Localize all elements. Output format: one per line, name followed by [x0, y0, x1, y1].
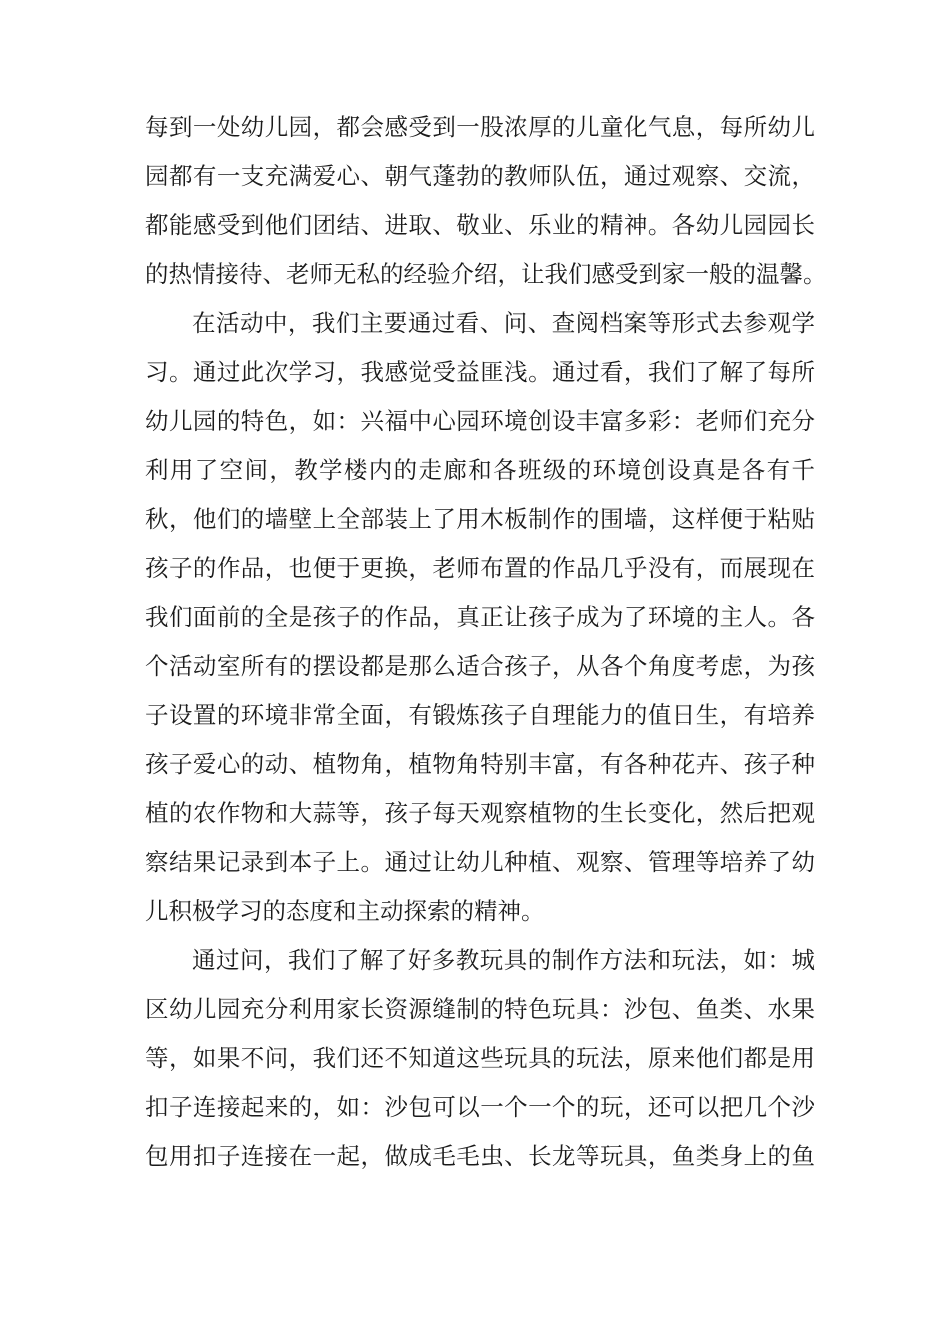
text-line: 子设置的环境非常全面，有锻炼孩子自理能力的值日生，有培养	[145, 701, 815, 729]
text-line: 幼儿园的特色，如：兴福中心园环境创设丰富多彩：老师们充分	[145, 407, 815, 435]
text-line: 在活动中，我们主要通过看、问、查阅档案等形式去参观学	[192, 309, 815, 337]
text-line: 儿积极学习的态度和主动探索的精神。	[145, 897, 545, 925]
text-line: 等，如果不问，我们还不知道这些玩具的玩法，原来他们都是用	[145, 1044, 815, 1072]
text-line: 通过问，我们了解了好多教玩具的制作方法和玩法，如：城	[192, 946, 815, 974]
text-line: 我们面前的全是孩子的作品，真正让孩子成为了环境的主人。各	[145, 603, 815, 631]
text-line: 习。通过此次学习，我感觉受益匪浅。通过看，我们了解了每所	[145, 358, 815, 386]
paragraph-1	[145, 103, 827, 299]
text-line: 秋，他们的墙壁上全部装上了用木板制作的围墙，这样便于粘贴	[145, 505, 815, 533]
text-line: 的热情接待、老师无私的经验介绍，让我们感受到家一般的温馨。	[145, 260, 827, 288]
text-line: 扣子连接起来的，如：沙包可以一个一个的玩，还可以把几个沙	[145, 1093, 815, 1121]
text-line: 孩子的作品，也便于更换，老师布置的作品几乎没有，而展现在	[145, 554, 815, 582]
text-line: 察结果记录到本子上。通过让幼儿种植、观察、管理等培养了幼	[145, 848, 815, 876]
text-line: 孩子爱心的动、植物角，植物角特别丰富，有各种花卉、孩子种	[145, 750, 815, 778]
body-text	[145, 103, 827, 1181]
text-line: 植的农作物和大蒜等，孩子每天观察植物的生长变化，然后把观	[145, 799, 815, 827]
text-line: 区幼儿园充分利用家长资源缝制的特色玩具：沙包、鱼类、水果	[145, 995, 815, 1023]
paragraph-3	[145, 936, 815, 1181]
paragraph-2	[145, 299, 815, 936]
text-line: 园都有一支充满爱心、朝气蓬勃的教师队伍，通过观察、交流，	[145, 162, 815, 190]
text-line: 每到一处幼儿园，都会感受到一股浓厚的儿童化气息，每所幼儿	[145, 113, 815, 141]
text-line: 包用扣子连接在一起，做成毛毛虫、长龙等玩具，鱼类身上的鱼	[145, 1142, 815, 1170]
text-line: 都能感受到他们团结、进取、敬业、乐业的精神。各幼儿园园长	[145, 211, 815, 239]
text-line: 个活动室所有的摆设都是那么适合孩子，从各个角度考虑，为孩	[145, 652, 815, 680]
text-line: 利用了空间，教学楼内的走廊和各班级的环境创设真是各有千	[145, 456, 815, 484]
